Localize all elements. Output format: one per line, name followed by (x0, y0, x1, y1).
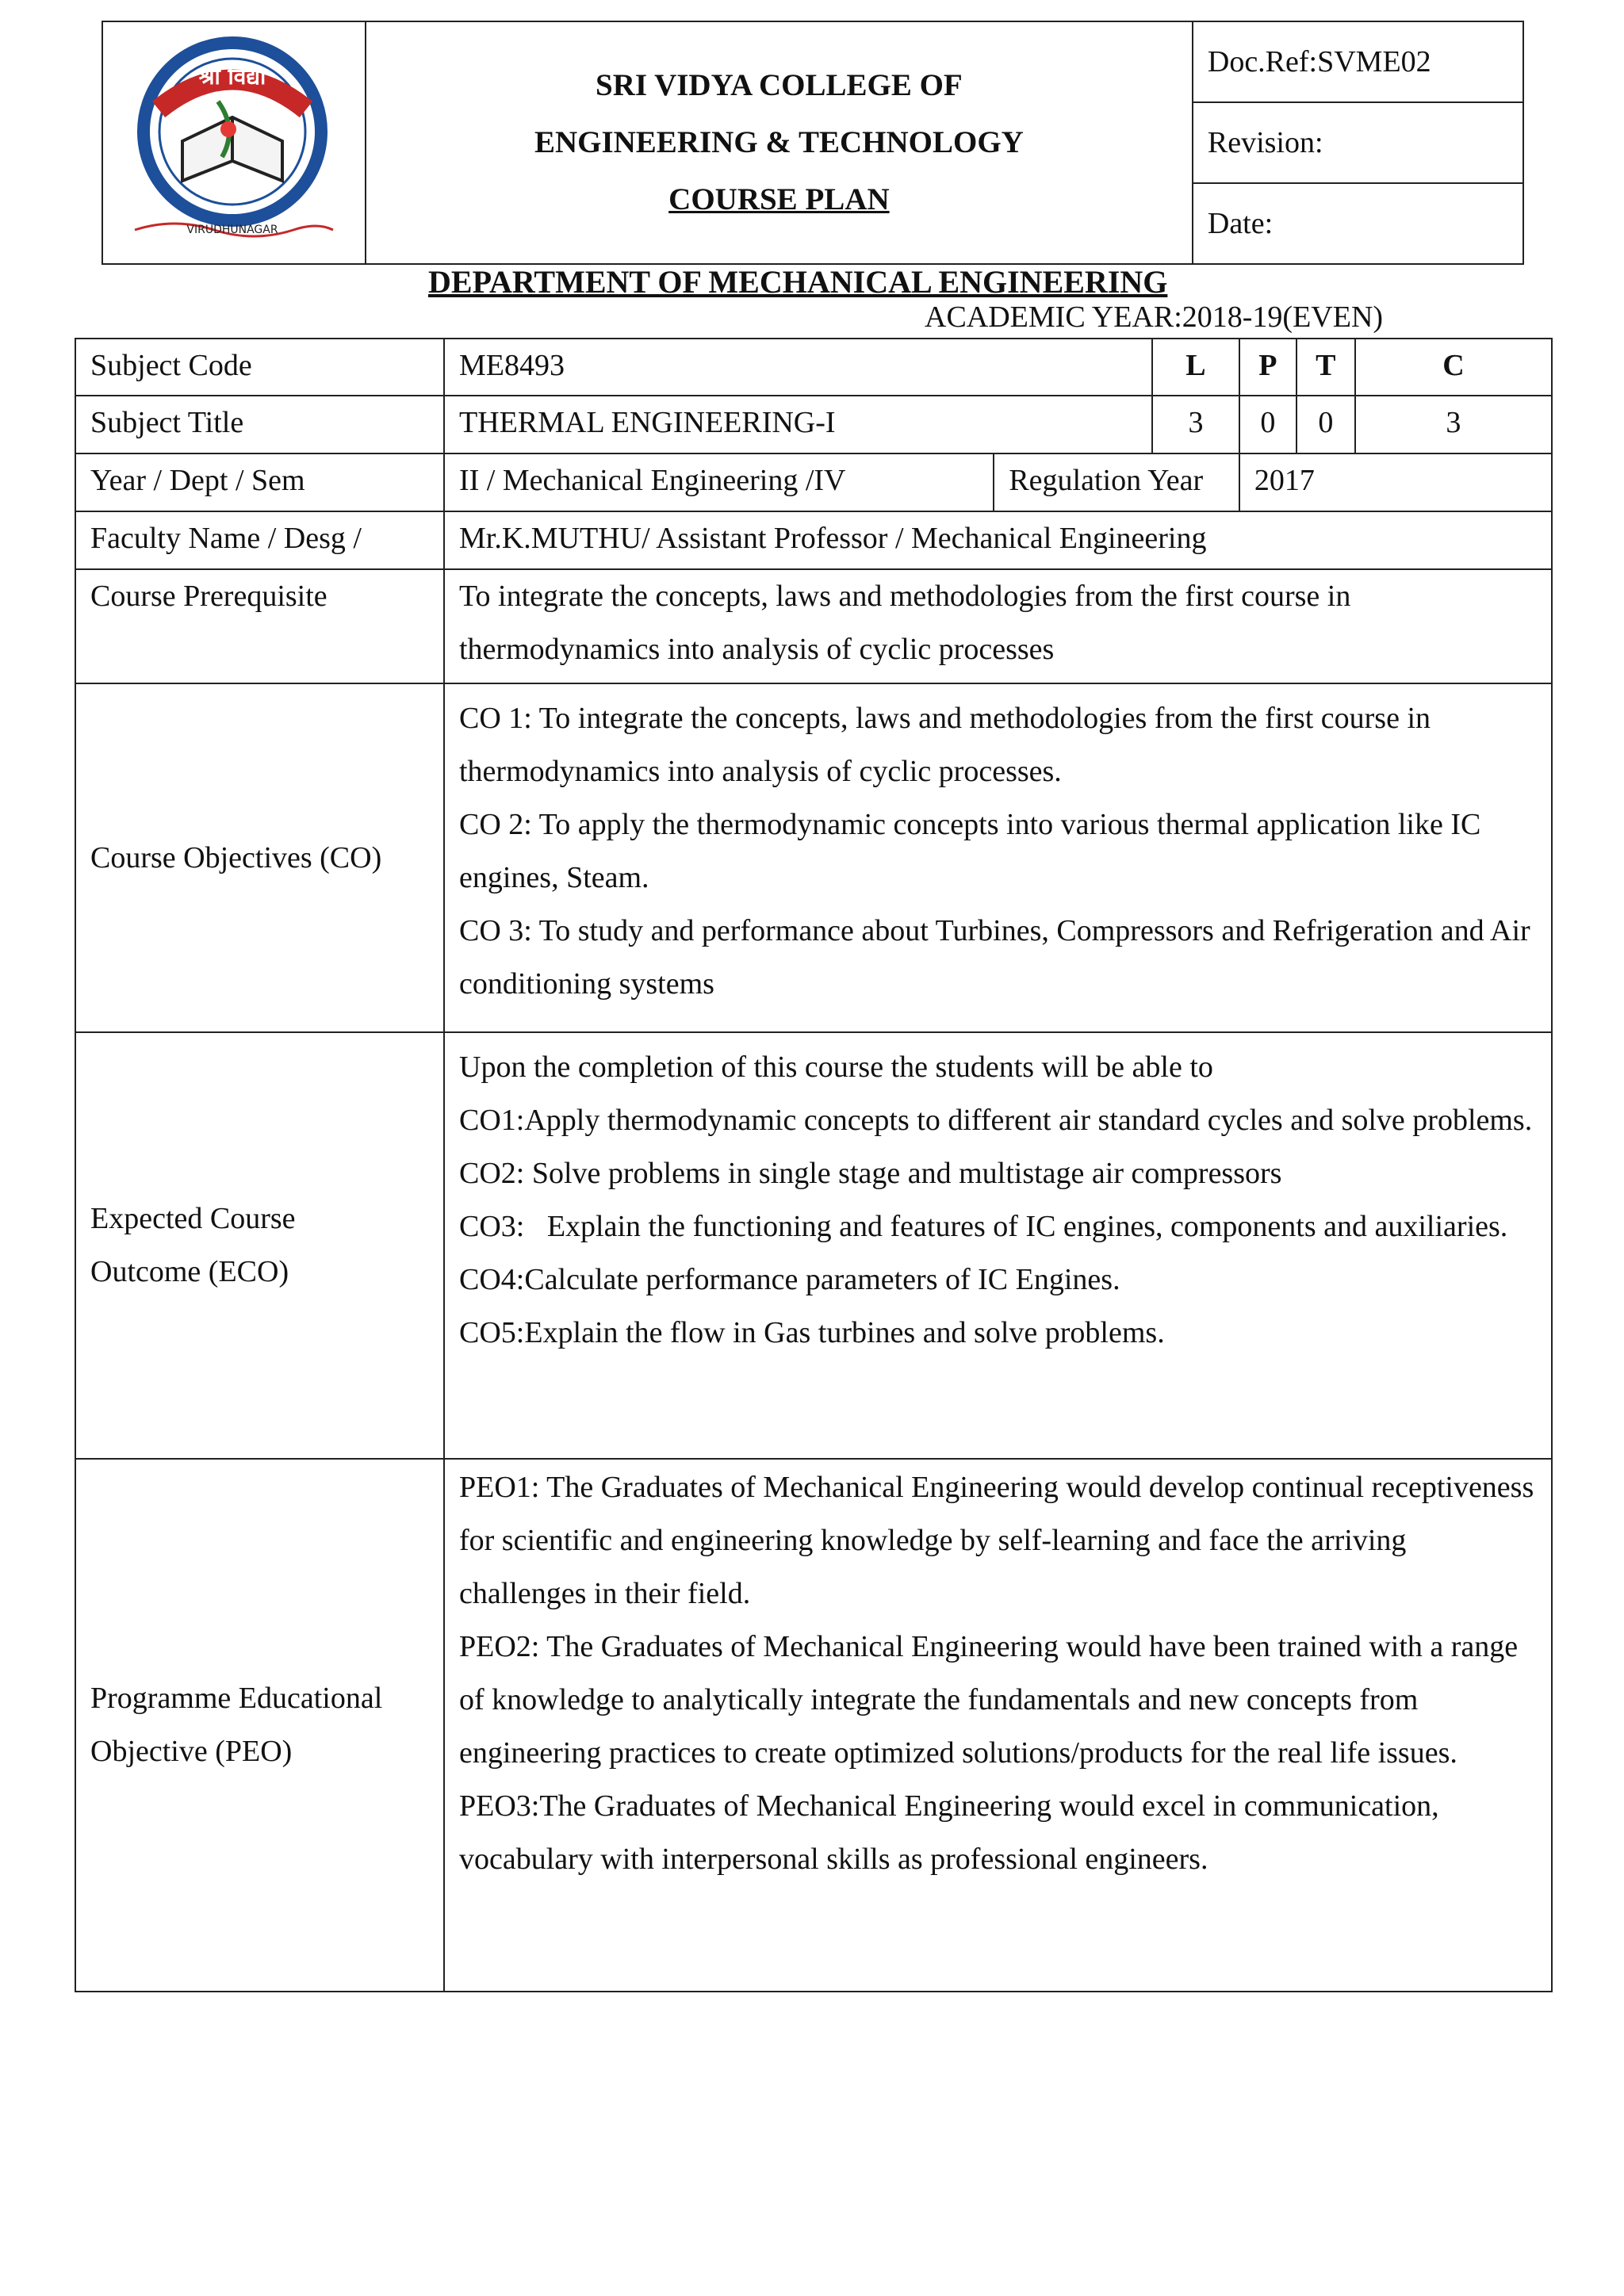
ltpc-value-tc (1297, 396, 1552, 453)
outcome-item: CO3: Explain the functioning and features of IC engines, components and auxiliaries. (459, 1210, 1508, 1243)
peo-cell (444, 1459, 1552, 1992)
ltpc-value-c: 3 (1446, 406, 1461, 439)
objective-item: CO 2: To apply the thermodynamic concepts into various thermal application like IC engines, Steam. (459, 808, 1481, 894)
ltpc-value-l: 3 (1152, 396, 1239, 453)
objective-item: CO 3: To study and performance about Turbines, Compressors and Refrigeration and Air conditioning systems (459, 914, 1530, 1001)
year-dept-sem-label: Year / Dept / Sem (75, 453, 444, 511)
college-name-line1: SRI VIDYA COLLEGE OF (596, 68, 963, 102)
outcome-item: CO5:Explain the flow in Gas turbines and solve problems. (459, 1316, 1165, 1349)
ltpc-header-p: P (1239, 339, 1297, 396)
eco-label-line2: Outcome (ECO) (90, 1255, 289, 1288)
revision-cell (1193, 102, 1523, 183)
table-row (75, 683, 1552, 1032)
course-objectives-label: Course Objectives (CO) (75, 683, 444, 1032)
subject-code-label: Subject Code (75, 339, 444, 396)
academic-year: ACADEMIC YEAR:2018-19(EVEN) (925, 300, 1384, 334)
table-row (75, 339, 1552, 396)
table-row (75, 569, 1552, 683)
eco-label-cell (75, 1032, 444, 1459)
logo-text-bottom: VIRUDHUNAGAR (186, 224, 278, 236)
eco-label-line1: Expected Course (90, 1202, 296, 1235)
prerequisite-label: Course Prerequisite (75, 569, 444, 683)
faculty-name: Mr.K.MUTHU/ Assistant Professor / Mechanical Engineering (444, 511, 1552, 569)
date-cell (1193, 183, 1523, 264)
revision: Revision: (1207, 126, 1323, 159)
table-row (75, 396, 1552, 453)
ltpc-value-t: 0 (1297, 396, 1356, 453)
subject-title-label: Subject Title (75, 396, 444, 453)
logo-cell (102, 21, 366, 264)
regulation-year-label: Regulation Year (994, 453, 1239, 511)
date: Date: (1207, 207, 1274, 240)
college-logo-icon (103, 22, 362, 262)
year-dept-sem: II / Mechanical Engineering /IV (444, 453, 994, 511)
outcome-item: CO2: Solve problems in single stage and multistage air compressors (459, 1157, 1282, 1190)
eco-cell (444, 1032, 1552, 1459)
ltpc-header-l: L (1152, 339, 1239, 396)
peo-label-line2: Objective (PEO) (90, 1735, 293, 1768)
ltpc-header-t: T (1297, 339, 1356, 395)
course-objectives-cell (444, 683, 1552, 1032)
department-title: DEPARTMENT OF MECHANICAL ENGINEERING (428, 264, 1168, 300)
regulation-year: 2017 (1239, 453, 1552, 511)
peo-label-line1: Programme Educational (90, 1682, 383, 1715)
table-row (75, 511, 1552, 569)
course-plan-title: COURSE PLAN (668, 182, 890, 216)
ltpc-header-tc (1297, 339, 1552, 396)
table-row (75, 1459, 1552, 1992)
course-plan-table (75, 338, 1553, 1992)
peo-item: PEO2: The Graduates of Mechanical Engineering would have been trained with a range of knowledge to analytically integrate the fundamentals and new concepts from engineering practices to create optimized solutions/products for the real life issues. (459, 1630, 1519, 1770)
college-title-cell (366, 21, 1193, 264)
prerequisite-text: To integrate the concepts, laws and methodologies from the first course in thermodynamics into analysis of cyclic processes (444, 569, 1552, 683)
subject-title: THERMAL ENGINEERING-I (444, 396, 1152, 453)
peo-item: PEO3:The Graduates of Mechanical Engineering would excel in communication, vocabulary with interpersonal skills as professional engineers. (459, 1789, 1439, 1876)
logo-text-top: श्री विद्या (198, 63, 266, 90)
table-row (75, 1032, 1552, 1459)
peo-item: PEO1: The Graduates of Mechanical Engineering would develop continual receptiveness for scientific and engineering knowledge by self-learning and face the arriving challenges in their field. (459, 1471, 1534, 1610)
ltpc-header-c: C (1442, 349, 1465, 382)
ltpc-value-p: 0 (1239, 396, 1297, 453)
doc-ref: Doc.Ref:SVME02 (1207, 45, 1431, 78)
table-row (75, 453, 1552, 511)
outcome-item: CO4:Calculate performance parameters of IC Engines. (459, 1263, 1120, 1296)
college-name-line2: ENGINEERING & TECHNOLOGY (534, 125, 1024, 159)
subject-code: ME8493 (444, 339, 1152, 396)
peo-label-cell (75, 1459, 444, 1992)
doc-ref-cell (1193, 21, 1523, 102)
outcome-item: CO1:Apply thermodynamic concepts to different air standard cycles and solve problems. (459, 1104, 1533, 1137)
header-table (102, 21, 1524, 265)
objective-item: CO 1: To integrate the concepts, laws and methodologies from the first course in thermodynamics into analysis of cyclic processes. (459, 702, 1431, 788)
faculty-label: Faculty Name / Desg / (75, 511, 444, 569)
outcome-item: Upon the completion of this course the students will be able to (459, 1050, 1213, 1084)
